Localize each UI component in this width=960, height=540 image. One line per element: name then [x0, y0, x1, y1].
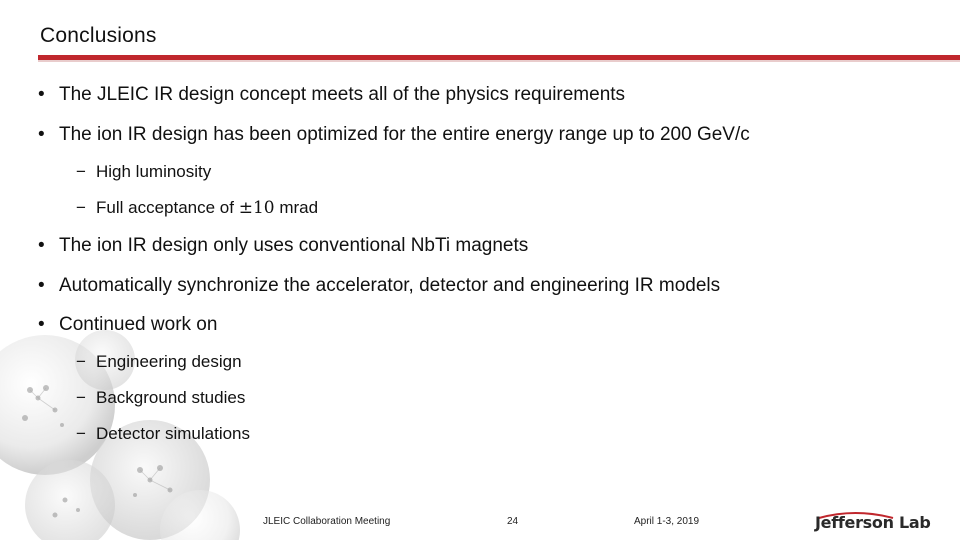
sub-bullet-item: − Detector simulations — [76, 424, 251, 443]
acceptance-unit: mrad — [274, 198, 319, 217]
sub-bullet-item: − High luminosity — [76, 162, 212, 181]
sub-bullet-marker: − — [76, 388, 86, 407]
sub-bullet-item: − Engineering design — [76, 352, 242, 371]
logo-text: Jefferson Lab — [815, 513, 931, 532]
sub-bullet-marker: − — [76, 198, 86, 217]
bullet-marker: • — [38, 275, 45, 296]
title-underline-shadow — [38, 60, 960, 62]
sub-bullet-marker: − — [76, 424, 86, 443]
bullet-item: • The JLEIC IR design concept meets all of the physics requirements — [38, 84, 626, 105]
footer-date: April 1-3, 2019 — [634, 516, 700, 527]
sub-bullet-marker: − — [76, 162, 86, 181]
jefferson-lab-logo — [815, 510, 931, 534]
acceptance-value: ±10 — [238, 198, 275, 218]
bullet-item: • The ion IR design only uses conventional NbTi magnets — [38, 235, 529, 256]
bullet-marker: • — [38, 235, 45, 256]
footer-page-number: 24 — [507, 516, 519, 527]
footer-meeting-name: JLEIC Collaboration Meeting — [263, 516, 391, 527]
bullet-marker: • — [38, 124, 45, 145]
sub-bullet-item: − Background studies — [76, 388, 246, 407]
bullet-item: • The ion IR design has been optimized for the entire energy range up to 200 GeV/c — [38, 124, 750, 145]
bullet-marker: • — [38, 84, 45, 105]
sub-bullet-marker: − — [76, 352, 86, 371]
slide-title: Conclusions — [40, 24, 157, 47]
bullet-marker: • — [38, 314, 45, 335]
sub-bullet-item: − Full acceptance of ±10 mrad — [76, 198, 319, 218]
bullet-item: • Continued work on — [38, 314, 218, 335]
bullet-item: • Automatically synchronize the accelerator, detector and engineering IR models — [38, 275, 721, 296]
